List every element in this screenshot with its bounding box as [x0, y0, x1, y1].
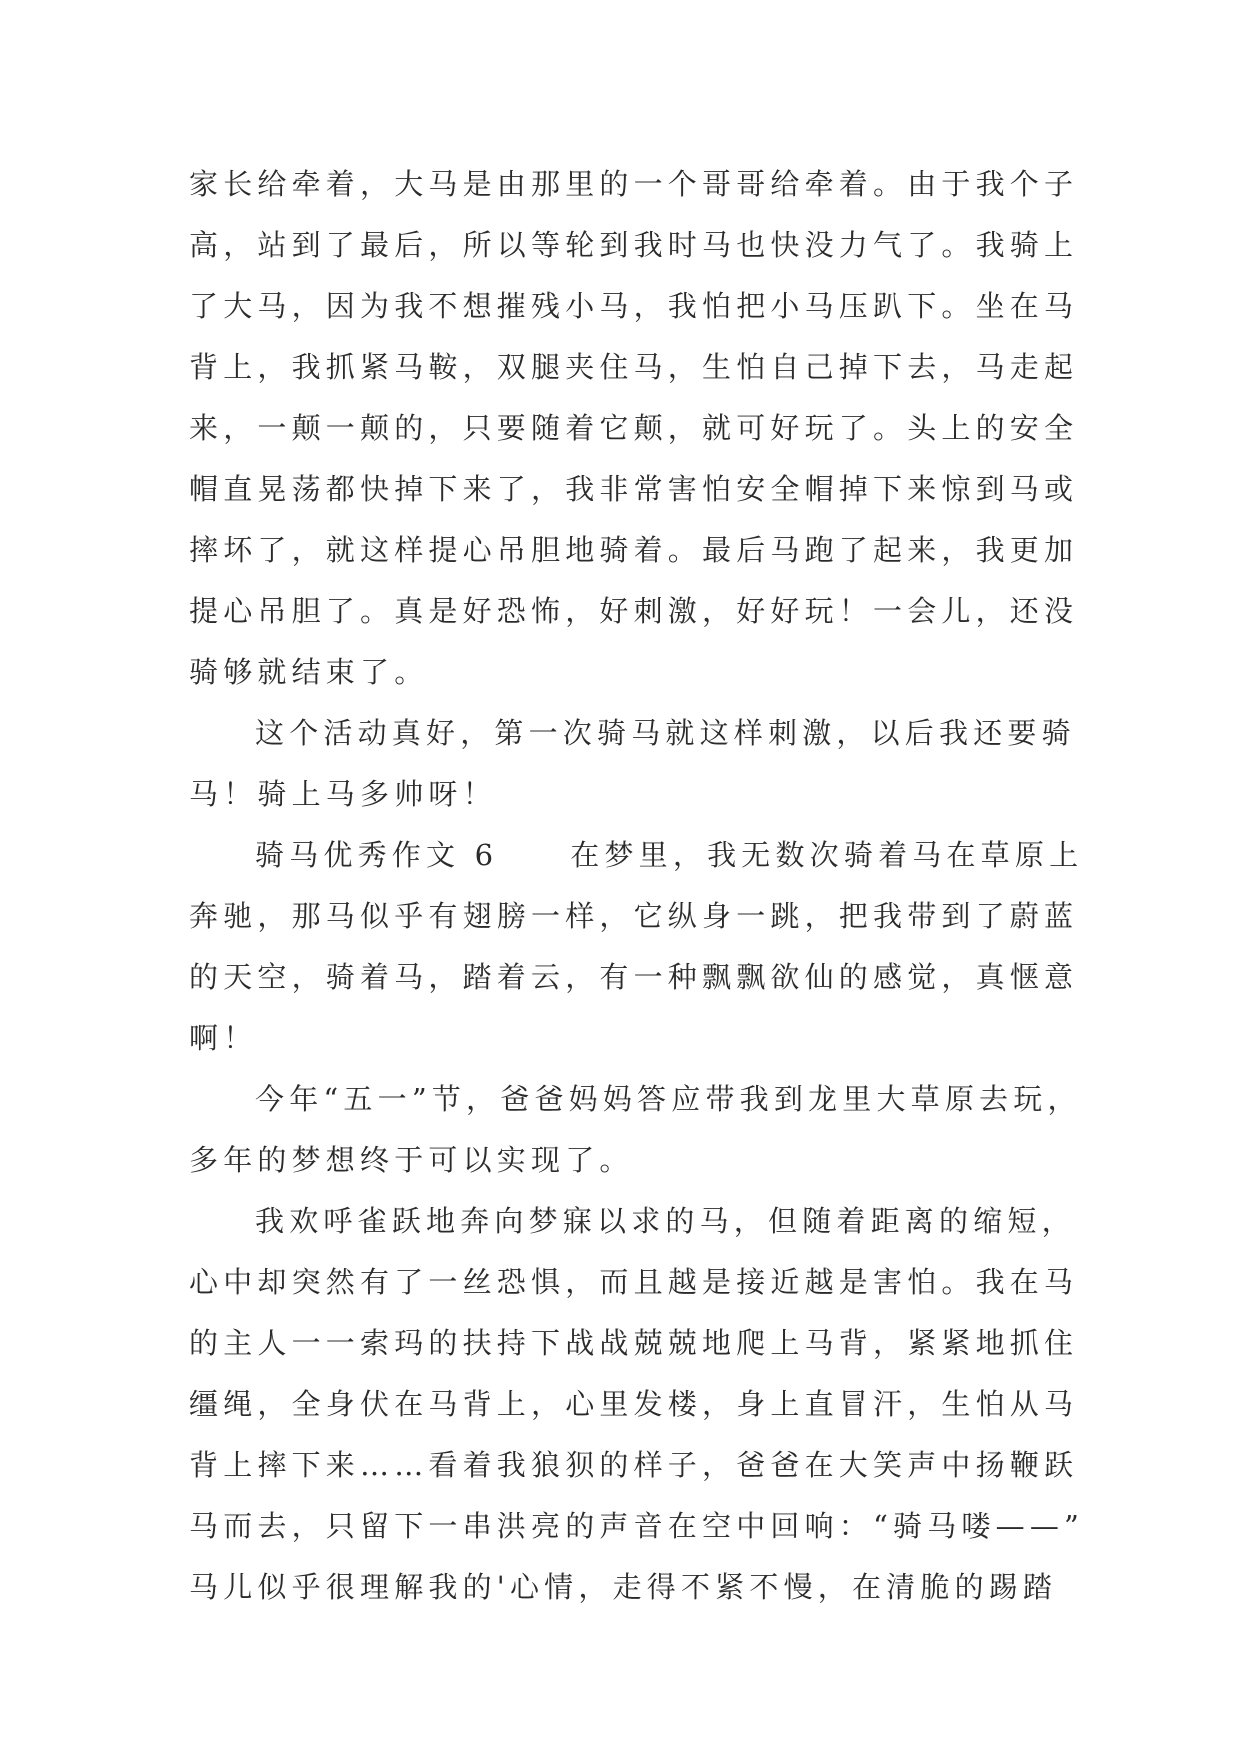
essay-body: [189, 154, 1085, 1618]
text-line: 这个活动真好，第一次骑马就这样刺激，以后我还要骑: [255, 716, 1076, 750]
text-line: 帽直晃荡都快掉下来了，我非常害怕安全帽掉下来惊到马或: [189, 472, 1079, 506]
text-line: 缰绳，全身伏在马背上，心里发楼，身上直冒汗，生怕从马: [189, 1387, 1079, 1421]
text-line: 的主人一一索玛的扶持下战战兢兢地爬上马背，紧紧地抓住: [189, 1326, 1079, 1360]
text-line: 背上摔下来……看着我狼狈的样子，爸爸在大笑声中扬鞭跃: [189, 1448, 1079, 1482]
text-line: 今年“五一”节，爸爸妈妈答应带我到龙里大草原去玩，: [255, 1082, 1082, 1116]
text-line: 我欢呼雀跃地奔向梦寐以求的马，但随着距离的缩短，: [255, 1204, 1076, 1238]
text-line: 骑够就结束了。: [189, 655, 429, 689]
text-line: 马儿似乎很理解我的'心情，走得不紧不慢，在清脆的踢踏: [189, 1570, 1058, 1604]
section-heading: 骑马优秀作文 6: [255, 838, 499, 872]
text-line: 的天空，骑着马，踏着云，有一种飘飘欲仙的感觉，真惬意: [189, 960, 1079, 994]
text-line: 奔驰，那马似乎有翅膀一样，它纵身一跳，把我带到了蔚蓝: [189, 899, 1079, 933]
text-line: 背上，我抓紧马鞍，双腿夹住马，生怕自己掉下去，马走起: [189, 350, 1079, 384]
text-line: 高，站到了最后，所以等轮到我时马也快没力气了。我骑上: [189, 228, 1079, 262]
text-line: 多年的梦想终于可以实现了。: [189, 1143, 634, 1177]
text-line: 摔坏了，就这样提心吊胆地骑着。最后马跑了起来，我更加: [189, 533, 1079, 567]
text-line: 来，一颠一颠的，只要随着它颠，就可好玩了。头上的安全: [189, 411, 1079, 445]
text-line: 在梦里，我无数次骑着马在草原上: [570, 838, 1084, 872]
section-heading-line: [189, 825, 1084, 886]
text-line: 提心吊胆了。真是好恐怖，好刺激，好好玩！一会儿，还没: [189, 594, 1079, 628]
text-line: 马而去，只留下一串洪亮的声音在空中回响：“骑马喽——”: [189, 1509, 1085, 1543]
text-line: 啊！: [189, 1021, 258, 1055]
text-line: 马！骑上马多帅呀！: [189, 777, 497, 811]
text-line: 心中却突然有了一丝恐惧，而且越是接近越是害怕。我在马: [189, 1265, 1079, 1299]
text-line: 了大马，因为我不想摧残小马，我怕把小马压趴下。坐在马: [189, 289, 1079, 323]
text-line: 家长给牵着，大马是由那里的一个哥哥给牵着。由于我个子: [189, 167, 1079, 201]
